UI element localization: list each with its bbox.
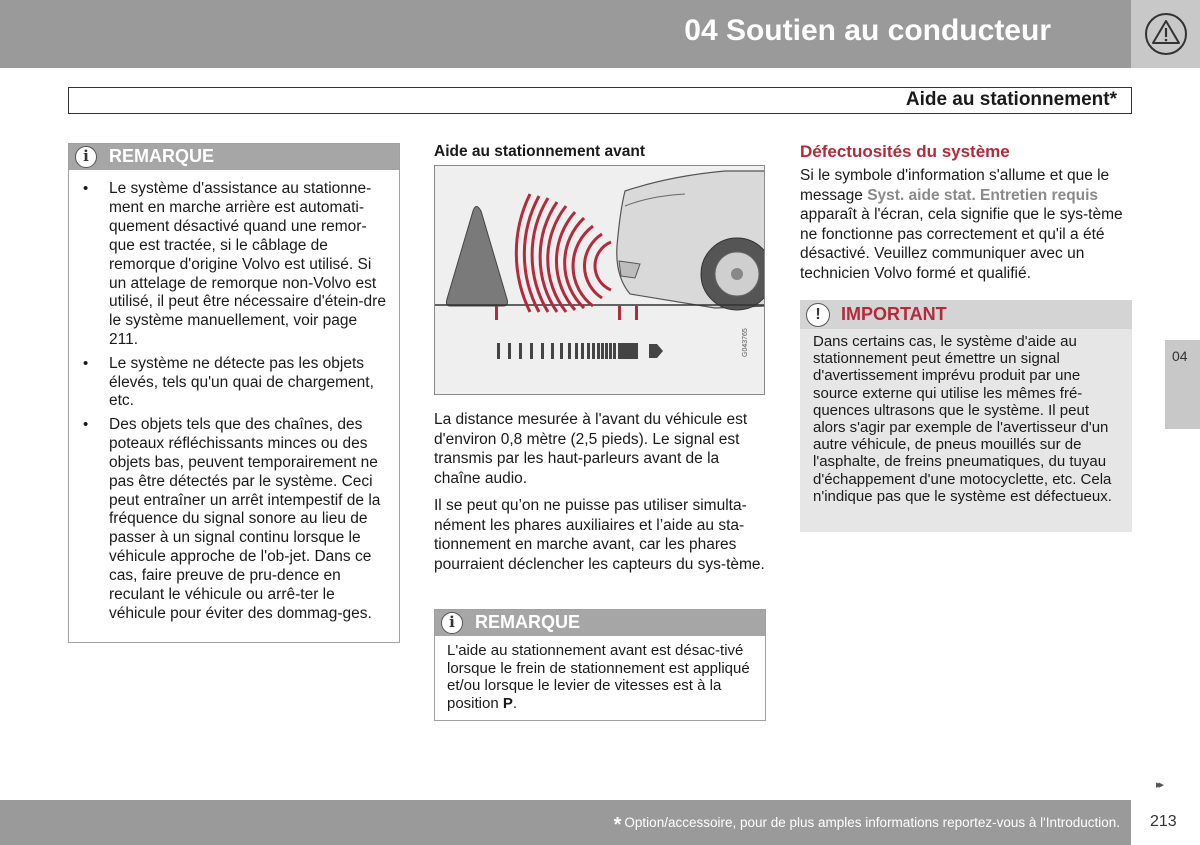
double-arrow-right-icon: ▸▸ xyxy=(1156,779,1162,791)
footnote-asterisk: * xyxy=(613,814,622,836)
display-message: Syst. aide stat. Entretien requis xyxy=(867,186,1099,204)
page-number: 213 xyxy=(1150,813,1177,830)
important-text: Dans certains cas, le système d'aide au stationnement peut émettre un signal d'avertissement imprévu produit par une source externe qui utilise les mêmes fré-quences ultrasons que le système. Il peut alors s'agir par exemple de l'avertisseur d'un autre véhicule, de pneus mouillés sur de l'asphalte, de freins pneumatiques, du tuyau d'échappement d'une motocyclette, etc. Cela n'indique pas que le système est défectueux. xyxy=(813,333,1112,505)
note-box-middle xyxy=(434,609,766,721)
page-number-box xyxy=(1131,800,1200,845)
info-icon: i xyxy=(75,146,97,168)
gear-position-p: P xyxy=(502,694,513,712)
distance-paragraph: La distance mesurée à l'avant du véhicule est d'environ 0,8 mètre (2,5 pieds). Le signal est transmis par les haut-parleurs avant de la chaîne audio. xyxy=(434,411,748,487)
note-text xyxy=(435,636,765,712)
important-header xyxy=(800,300,1132,329)
note-title: REMARQUE xyxy=(109,146,215,166)
section-title-bar xyxy=(68,87,1132,114)
warning-box xyxy=(1131,0,1200,68)
list-item: • Le système ne détecte pas les objets élevés, tels qu'un quai de chargement, etc. xyxy=(83,355,389,412)
footnote xyxy=(614,814,1120,837)
figure-code: G043765 xyxy=(742,328,749,357)
system-faults-heading: Défectuosités du système xyxy=(800,142,1010,161)
car-and-obstacle-drawing xyxy=(435,166,765,395)
note-header xyxy=(69,144,399,170)
footnote-text: Option/accessoire, pour de plus amples informations reportez-vous à l'Introduction. xyxy=(624,815,1120,830)
chapter-side-tab-label: 04 xyxy=(1172,348,1188,364)
front-parking-heading: Aide au stationnement avant xyxy=(434,143,646,160)
exclamation-icon: ! xyxy=(806,303,830,327)
chapter-title: 04 Soutien au conducteur xyxy=(684,14,1051,47)
note-title: REMARQUE xyxy=(475,612,581,632)
chapter-side-tab[interactable] xyxy=(1165,340,1200,429)
note-header xyxy=(435,610,765,636)
parking-sensor-illustration xyxy=(434,165,765,395)
system-faults-paragraph xyxy=(800,166,1132,283)
faults-text-end: apparaît à l'écran, cela signifie que le sys-tème ne fonctionne pas correctement et qu'il a été désactivé. Veuillez communiquer avec un technicien Volvo formé et qualifié. xyxy=(800,206,1123,282)
chapter-header-bar xyxy=(0,0,1131,68)
important-box xyxy=(800,300,1132,532)
note-box-left xyxy=(68,143,400,643)
footer-bar xyxy=(0,800,1131,845)
note-text-end: . xyxy=(512,694,518,712)
info-icon: i xyxy=(441,612,463,634)
list-item: • Le système d'assistance au stationne-ment en marche arrière est automati-quement désactivé quand une remor-que est tractée, si le câblage de remorque d'origine Volvo est utilisé. Si un attelage de remorque non-Volvo est utilisé, il peut être nécessaire d'étein-dre le système manuellement, voir page 211. xyxy=(83,180,389,350)
list-item: • Des objets tels que des chaînes, des poteaux réfléchissants minces ou des objets bas, peuvent temporairement ne pas être détectés par le système. Ceci peut entraîner un arrêt intempestif de la fréquence du signal sonore au lieu de passer à un signal continu lorsque le véhicule approche de l'ob-jet. Dans ce cas, faire preuve de pru-dence en reculant le véhicule ou arrê-ter le véhicule pour éviter des dommag-ges. xyxy=(83,416,389,624)
warning-triangle-icon xyxy=(1144,12,1188,56)
note-bullet-list xyxy=(69,170,399,624)
headlights-paragraph: Il se peut qu’on ne puisse pas utiliser simulta-nément les phares auxiliaires et l’aide au sta-tionnement en marche avant, car les phares pourraient déclencher les capteurs du sys-tème. xyxy=(434,497,765,573)
note-text-main: L'aide au stationnement avant est désac-tivé lorsque le frein de stationnement est appliqué et/ou lorsque le levier de vitesses est à la position xyxy=(447,642,750,712)
important-title: IMPORTANT xyxy=(841,304,947,324)
section-title: Aide au stationnement* xyxy=(905,89,1117,110)
faults-text-start: Si le symbole d'information s'allume et que le message xyxy=(800,167,1110,204)
